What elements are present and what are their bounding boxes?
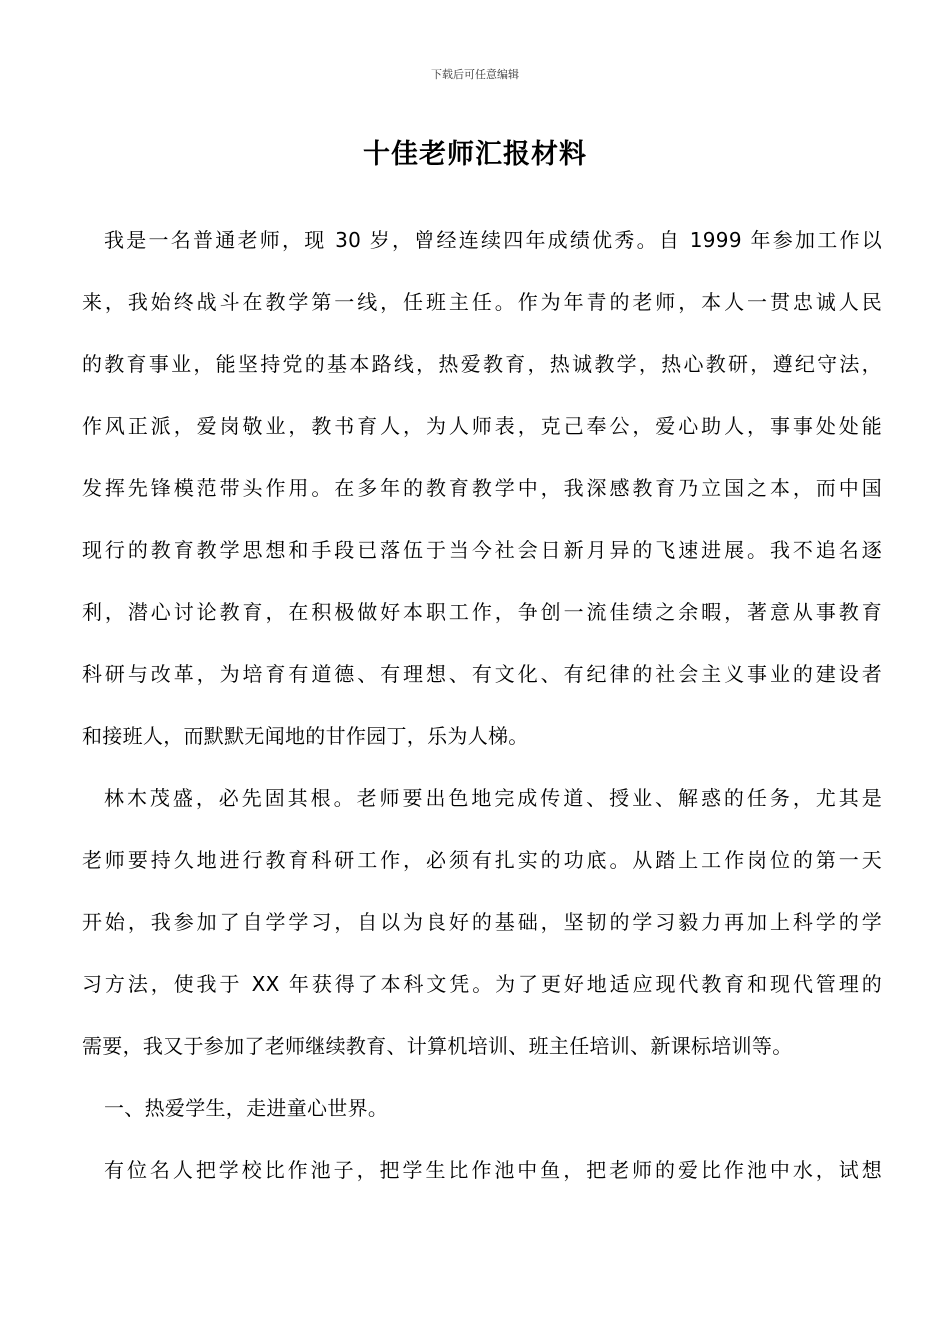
paragraph-line: 作风正派，爱岗敬业，教书育人，为人师表，克己奉公，爱心助人，事事处处能 [82, 414, 882, 438]
paragraph-line: 利，潜心讨论教育，在积极做好本职工作，争创一流佳绩之余暇，著意从事教育 [82, 600, 882, 624]
paragraph-line: 现行的教育教学思想和手段已落伍于当今社会日新月异的飞速进展。我不追名逐 [82, 538, 882, 562]
document-title: 十佳老师汇报材料 [363, 139, 587, 170]
paragraph-line: 和接班人，而默默无闻地的甘作园丁，乐为人梯。 [82, 724, 529, 748]
paragraph-line: 发挥先锋模范带头作用。在多年的教育教学中，我深感教育乃立国之本，而中国 [82, 476, 882, 500]
paragraph-line: 有位名人把学校比作池子，把学生比作池中鱼，把老师的爱比作池中水，试想 [104, 1158, 882, 1182]
paragraph-line: 需要，我又于参加了老师继续教育、计算机培训、班主任培训、新课标培训等。 [82, 1034, 793, 1058]
paragraph-line: 的教育事业，能坚持党的基本路线，热爱教育，热诚教学，热心教研，遵纪守法， [82, 352, 882, 376]
paragraph-line: 来，我始终战斗在教学第一线，任班主任。作为年青的老师，本人一贯忠诚人民 [82, 290, 882, 314]
paragraph-line: 林木茂盛，必先固其根。老师要出色地完成传道、授业、解惑的任务，尤其是 [104, 786, 882, 810]
document-body [82, 216, 882, 1208]
paragraph-line: 老师要持久地进行教育科研工作，必须有扎实的功底。从踏上工作岗位的第一天 [82, 848, 882, 872]
paragraph-line: 开始，我参加了自学学习，自以为良好的基础，坚韧的学习毅力再加上科学的学 [82, 910, 882, 934]
header-note: 下载后可任意编辑 [431, 68, 519, 81]
section-heading: 一、热爱学生，走进童心世界。 [104, 1096, 389, 1120]
paragraph-line: 科研与改革，为培育有道德、有理想、有文化、有纪律的社会主义事业的建设者 [82, 662, 882, 686]
paragraph-line: 我是一名普通老师，现 30 岁，曾经连续四年成绩优秀。自 1999 年参加工作以 [104, 228, 882, 252]
paragraph-line: 习方法，使我于 XX 年获得了本科文凭。为了更好地适应现代教育和现代管理的 [82, 972, 882, 996]
